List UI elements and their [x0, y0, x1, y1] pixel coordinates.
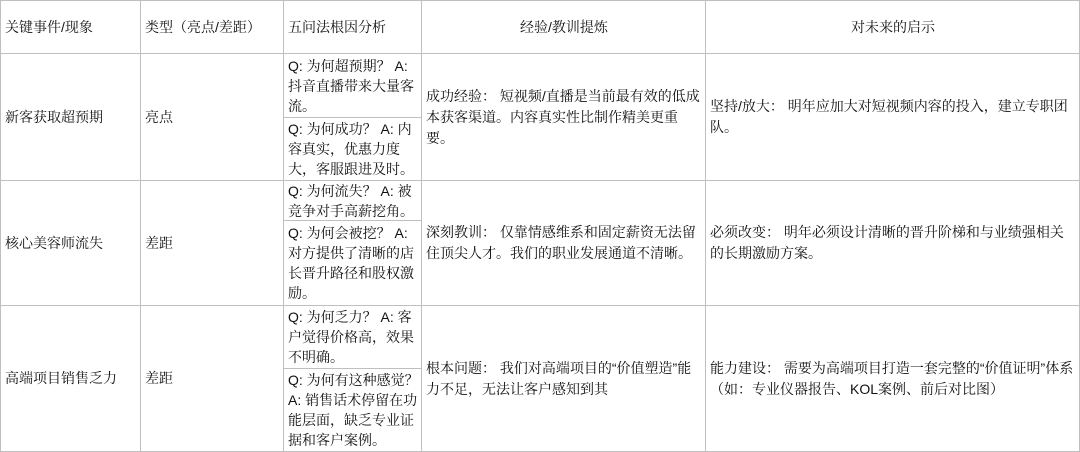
lesson-cell [422, 181, 706, 306]
header-event [0, 0, 141, 54]
insight-text: 能力建设： 需要为高端项目打造一套完整的“价值证明”体系（如：专业仪器报告、KOL案例、前后对比图） [710, 359, 1074, 397]
header-insight [706, 0, 1080, 54]
why-text: Q: 为何成功？ A: 内容真实，优惠力度大，客服跟进及时。 [288, 121, 414, 177]
why-text: Q: 为何乏力？ A: 客户觉得价格高，效果不明确。 [288, 309, 414, 365]
lesson-text: 深刻教训： 仅靠情感维系和固定薪资无法留住顶尖人才。我们的职业发展通道不清晰。 [426, 224, 696, 261]
why-cell [284, 306, 422, 369]
event-cell [0, 54, 141, 181]
event-text: 高端项目销售乏力 [5, 370, 117, 386]
insight-text: 必须改变： 明年必须设计清晰的晋升阶梯和与业绩强相关的长期激励方案。 [710, 224, 1064, 261]
type-cell [141, 306, 284, 452]
header-five-why-label: 五问法根因分析 [288, 18, 386, 35]
why-cell [284, 118, 422, 181]
header-five-why [284, 0, 422, 54]
header-type [141, 0, 284, 54]
why-text: Q: 为何流失？ A: 被竞争对手高薪挖角。 [288, 182, 414, 219]
lesson-text: 根本问题： 我们对高端项目的“价值塑造”能力不足，无法让客户感知到其 [426, 359, 692, 397]
why-cell [284, 181, 422, 221]
why-text: Q: 为何超预期？ A: 抖音直播带来大量客流。 [288, 57, 414, 114]
why-text: Q: 为何有这种感觉？ A: 销售话术停留在功能层面，缺乏专业证据和客户案例。 [288, 372, 419, 448]
lesson-cell [422, 54, 706, 181]
event-text: 核心美容师流失 [5, 234, 103, 251]
event-cell [0, 181, 141, 306]
header-lesson [422, 0, 706, 54]
type-text: 差距 [145, 234, 173, 251]
why-cell [284, 369, 422, 452]
insight-cell [706, 181, 1080, 306]
why-cell [284, 54, 422, 118]
header-insight-label: 对未来的启示 [851, 18, 935, 35]
why-cell [284, 221, 422, 306]
insight-cell [706, 306, 1080, 452]
type-text: 亮点 [145, 108, 173, 125]
event-text: 新客获取超预期 [5, 108, 103, 125]
type-text: 差距 [145, 370, 173, 386]
header-lesson-label: 经验/教训提炼 [520, 18, 608, 35]
type-cell [141, 181, 284, 306]
why-text: Q: 为何会被挖？ A: 对方提供了清晰的店长晋升路径和股权激励。 [288, 225, 414, 301]
header-event-label: 关键事件/现象 [5, 18, 93, 35]
event-cell [0, 306, 141, 452]
header-type-label: 类型（亮点/差距） [145, 18, 261, 35]
insight-cell [706, 54, 1080, 181]
lesson-text: 成功经验： 短视频/直播是当前最有效的低成本获客渠道。内容真实性比制作精美更重要。 [426, 87, 700, 146]
insight-text: 坚持/放大： 明年应加大对短视频内容的投入，建立专职团队。 [710, 98, 1068, 135]
lesson-cell [422, 306, 706, 452]
type-cell [141, 54, 284, 181]
